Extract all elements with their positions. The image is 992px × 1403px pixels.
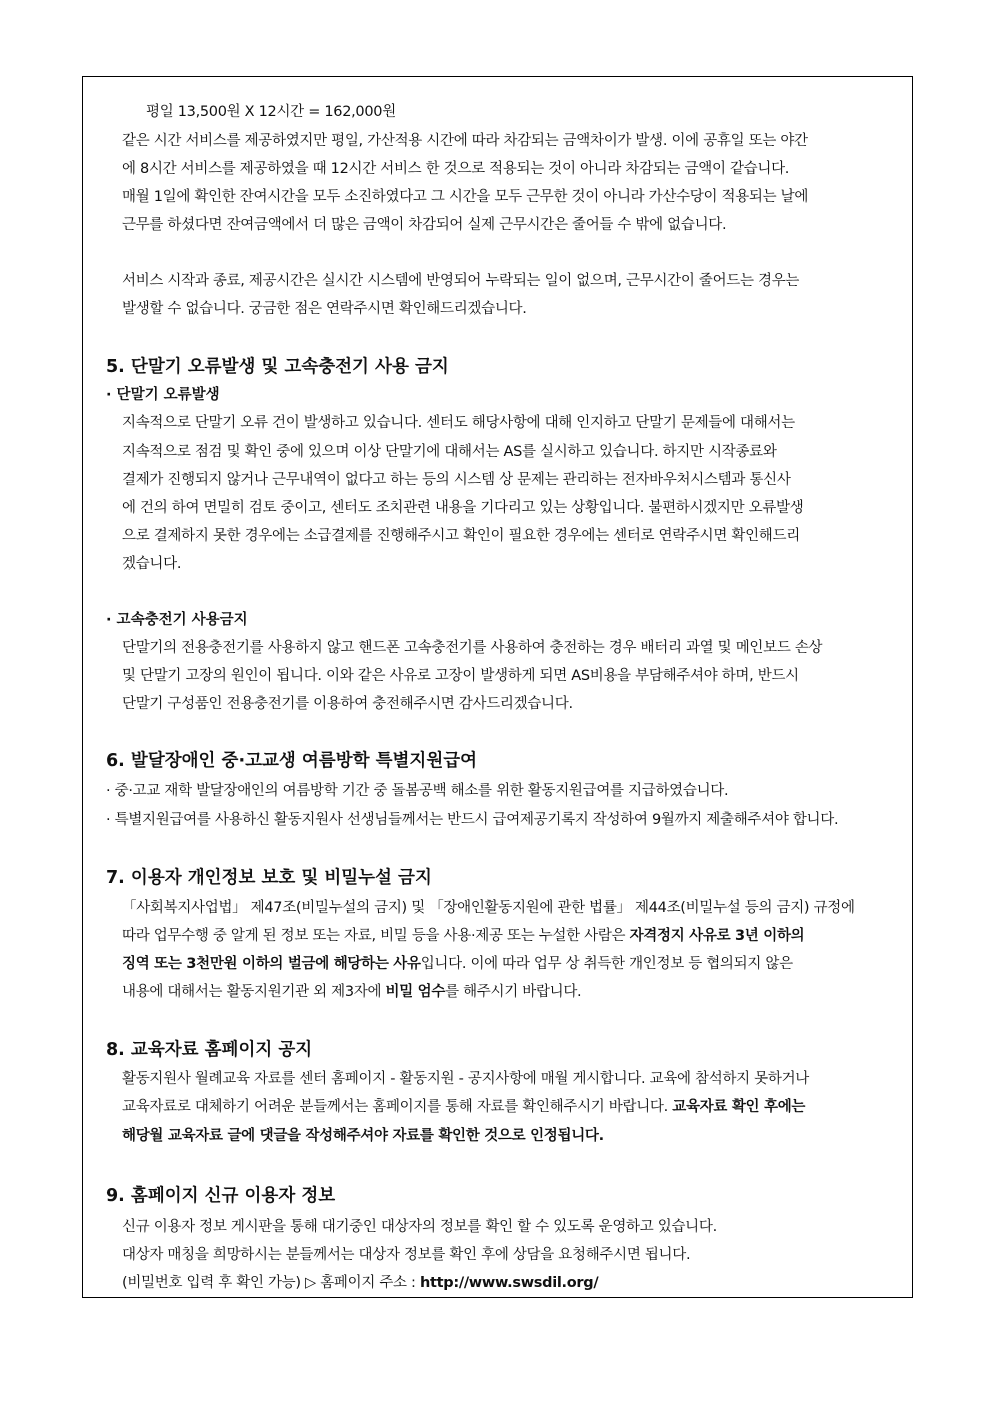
- text: 교육자료로 대체하기 어려운 분들께서는 홈페이지를 통해 자료를 확인해주시기 바랍니다.: [122, 1099, 673, 1115]
- section-6-heading: 6. 발달장애인 중·고교생 여름방학 특별지원급여: [106, 751, 478, 771]
- formula-line: 평일 13,500원 X 12시간 = 162,000원: [146, 104, 396, 120]
- body-line: 단말기의 전용충전기를 사용하지 않고 핸드폰 고속충전기를 사용하여 충전하는 경우 배터리 과열 및 메인보드 손상: [122, 640, 823, 656]
- text: 따라 업무수행 중 알게 된 정보 또는 자료, 비밀 등을 사용·제공 또는 누설한 사람은: [122, 928, 630, 944]
- body-line: 에 건의 하여 면밀히 검토 중이고, 센터도 조치관련 내용을 기다리고 있는 상황입니다. 불편하시겠지만 오류발생: [122, 500, 804, 516]
- emphasis-text: 비밀 엄수: [385, 984, 446, 1000]
- body-line: 활동지원사 월례교육 자료를 센터 홈페이지 - 활동지원 - 공지사항에 매월 게시합니다. 교육에 참석하지 못하거나: [122, 1071, 810, 1087]
- body-line: [122, 982, 581, 1002]
- emphasis-text: 교육자료 확인 후에는: [672, 1099, 806, 1115]
- bullet-item: · 특별지원급여를 사용하신 활동지원사 선생님들께서는 반드시 급여제공기록지 작성하여 9월까지 제출해주셔야 합니다.: [106, 812, 839, 828]
- body-line: 발생할 수 없습니다. 궁금한 점은 연락주시면 확인해드리겠습니다.: [122, 301, 527, 317]
- bullet-item: · 중·고교 재학 발달장애인의 여름방학 기간 중 돌봄공백 해소를 위한 활동지원급여를 지급하였습니다.: [106, 783, 729, 799]
- text: (비밀번호 입력 후 확인 가능) ▷ 홈페이지 주소 :: [122, 1275, 420, 1291]
- body-line: [122, 1097, 805, 1117]
- body-line: [122, 954, 793, 974]
- emphasis-line: 해당월 교육자료 글에 댓글을 작성해주셔야 자료를 확인한 것으로 인정됩니다.: [122, 1128, 604, 1144]
- subheading-fast-charger: · 고속충전기 사용금지: [106, 612, 248, 628]
- section-8-heading: 8. 교육자료 홈페이지 공지: [106, 1040, 313, 1060]
- body-line: 으로 결제하지 못한 경우에는 소급결제를 진행해주시고 확인이 필요한 경우에는 센터로 연락주시면 확인해드리: [122, 528, 800, 544]
- body-line: 단말기 구성품인 전용충전기를 이용하여 충전해주시면 감사드리겠습니다.: [122, 696, 573, 712]
- section-7-heading: 7. 이용자 개인정보 보호 및 비밀누설 금지: [106, 868, 432, 888]
- body-line: [122, 926, 804, 946]
- text: 입니다. 이에 따라 업무 상 취득한 개인정보 등 협의되지 않은: [420, 956, 793, 972]
- text: 내용에 대해서는 활동지원기관 외 제3자에: [122, 984, 386, 1000]
- body-line: 지속적으로 단말기 오류 건이 발생하고 있습니다. 센터도 해당사항에 대해 인지하고 단말기 문제들에 대해서는: [122, 415, 795, 431]
- body-line: [122, 1273, 598, 1293]
- text: 를 해주시기 바랍니다.: [445, 984, 582, 1000]
- body-line: 서비스 시작과 종료, 제공시간은 실시간 시스템에 반영되어 누락되는 일이 없으며, 근무시간이 줄어드는 경우는: [122, 273, 800, 289]
- subheading-terminal-error: · 단말기 오류발생: [106, 387, 220, 403]
- body-line: 매월 1일에 확인한 잔여시간을 모두 소진하였다고 그 시간을 모두 근무한 것이 아니라 가산수당이 적용되는 날에: [122, 189, 809, 205]
- body-line: 「사회복지사업법」 제47조(비밀누설의 금지) 및 「장애인활동지원에 관한 법률」 제44조(비밀누설 등의 금지) 규정에: [122, 900, 855, 916]
- homepage-link[interactable]: http://www.swsdil.org/: [419, 1275, 599, 1291]
- body-line: 겠습니다.: [122, 556, 182, 572]
- body-line: 에 8시간 서비스를 제공하였을 때 12시간 서비스 한 것으로 적용되는 것이 아니라 차감되는 금액이 같습니다.: [122, 161, 790, 177]
- body-line: 신규 이용자 정보 게시판을 통해 대기중인 대상자의 정보를 확인 할 수 있도록 운영하고 있습니다.: [122, 1219, 717, 1235]
- body-line: 같은 시간 서비스를 제공하였지만 평일, 가산적용 시간에 따라 차감되는 금액차이가 발생. 이에 공휴일 또는 야간: [122, 133, 808, 149]
- section-5-heading: 5. 단말기 오류발생 및 고속충전기 사용 금지: [106, 357, 449, 377]
- body-line: 근무를 하셨다면 잔여금액에서 더 많은 금액이 차감되어 실제 근무시간은 줄어들 수 밖에 없습니다.: [122, 217, 727, 233]
- body-line: 대상자 매칭을 희망하시는 분들께서는 대상자 정보를 확인 후에 상담을 요청해주시면 됩니다.: [122, 1247, 691, 1263]
- emphasis-text: 징역 또는 3천만원 이하의 벌금에 해당하는 사유: [122, 956, 421, 972]
- body-line: 결제가 진행되지 않거나 근무내역이 없다고 하는 등의 시스템 상 문제는 관리하는 전자바우처시스템과 통신사: [122, 472, 791, 488]
- emphasis-text: 자격정지 사유로 3년 이하의: [629, 928, 805, 944]
- section-9-heading: 9. 홈페이지 신규 이용자 정보: [106, 1186, 336, 1206]
- body-line: 및 단말기 고장의 원인이 됩니다. 이와 같은 사유로 고장이 발생하게 되면 AS비용을 부담해주셔야 하며, 반드시: [122, 668, 799, 684]
- body-line: 지속적으로 점검 및 확인 중에 있으며 이상 단말기에 대해서는 AS를 실시하고 있습니다. 하지만 시작종료와: [122, 444, 777, 460]
